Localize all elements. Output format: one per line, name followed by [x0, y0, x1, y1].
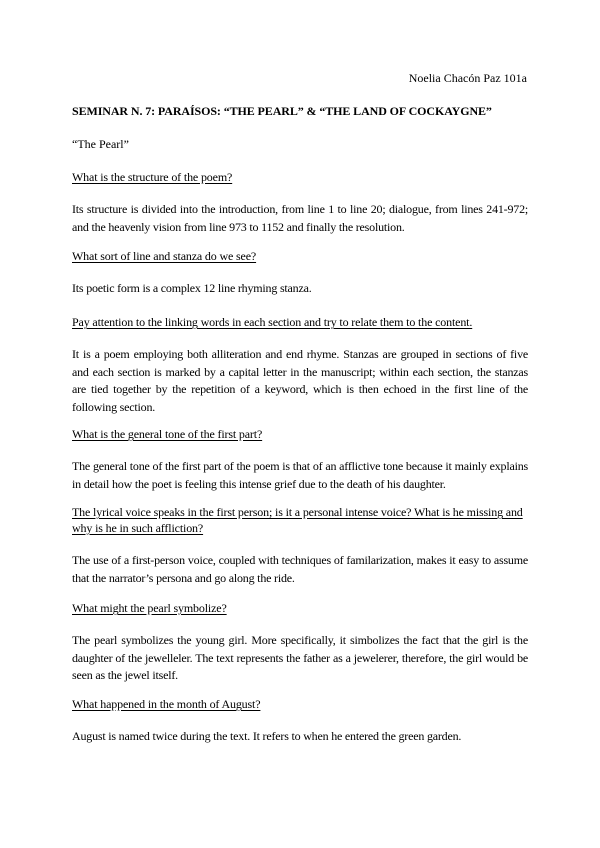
answer-paragraph: Its structure is divided into the introduction, from line 1 to line 20; dialogue, from lines 241-972; and the heavenly vision from line 973 to 1152 and finally the resolution.: [72, 202, 528, 234]
question-heading: What sort of line and stanza do we see?: [72, 249, 257, 263]
question-heading: What happened in the month of August?: [72, 697, 261, 711]
qa-block-august: [72, 696, 528, 746]
qa-block-lyrical-voice: [72, 504, 528, 587]
poem-subtitle: “The Pearl”: [72, 137, 129, 151]
qa-block-structure: [72, 169, 528, 236]
question-heading: What is the general tone of the first part?: [72, 427, 263, 441]
answer-paragraph: It is a poem employing both alliteration and end rhyme. Stanzas are grouped in sections of five and each section is marked by a capital letter in the manuscript; within each section, the stanzas are tied together by the repetition of a keyword, which is then echoed in the first line of the following section.: [72, 347, 528, 414]
qa-block-linking-words: [72, 314, 528, 416]
qa-block-general-tone: [72, 426, 528, 493]
page-title: SEMINAR N. 7: PARAÍSOS: “THE PEARL” & “THE LAND OF COCKAYGNE”: [72, 104, 492, 118]
answer-paragraph: The use of a first-person voice, coupled with techniques of familarization, makes it easy to assume that the narrator’s persona and go along the ride.: [72, 553, 528, 585]
author-line: Noelia Chacón Paz 101a: [408, 71, 527, 85]
answer-paragraph: Its poetic form is a complex 12 line rhyming stanza.: [72, 281, 312, 295]
question-heading: The lyrical voice speaks in the first person; is it a personal intense voice? What is he missing and why is he in such affliction?: [72, 505, 523, 535]
question-heading: What is the structure of the poem?: [72, 170, 233, 184]
qa-block-line-stanza: [72, 248, 528, 298]
answer-paragraph: The pearl symbolizes the young girl. More specifically, it simbolizes the fact that the girl is the daughter of the jewelleler. The text represents the father as a jewelerer, therefore, the girl would be seen as the jewel itself.: [72, 633, 528, 682]
answer-paragraph: The general tone of the first part of the poem is that of an afflictive tone because it mainly explains in detail how the poet is feeling this intense grief due to the death of his daughter.: [72, 459, 528, 491]
qa-block-pearl-symbol: [72, 600, 528, 685]
question-heading: Pay attention to the linking words in each section and try to relate them to the content.: [72, 315, 473, 329]
answer-paragraph: August is named twice during the text. It refers to when he entered the green garden.: [72, 729, 462, 743]
question-heading: What might the pearl symbolize?: [72, 601, 227, 615]
